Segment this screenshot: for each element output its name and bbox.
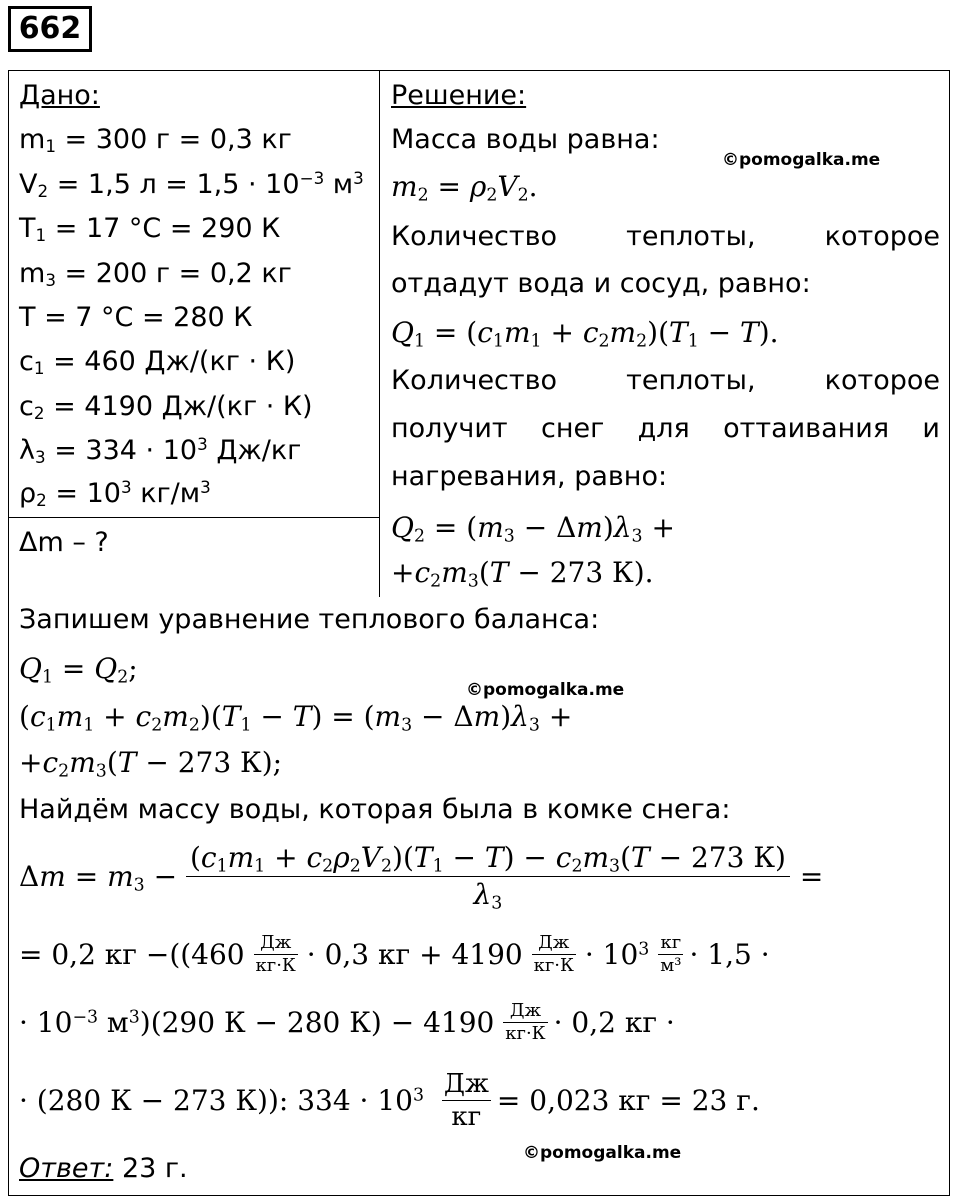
calc-3-result: = 0,023 кг = 23 г. (496, 1084, 760, 1117)
calc-2-part-b: · 0,2 кг · (553, 1006, 675, 1039)
formula-q2-line2: $+c_2m_3(T - 273$ К). (391, 556, 654, 592)
given-find-divider (8, 517, 379, 518)
given-m3: $m_3 = 200$ г = 0,2 кг (19, 258, 292, 291)
text-heat-given-1: Количество теплоты, которое (391, 221, 940, 252)
answer-value: 23 г. (121, 1153, 188, 1184)
solution-header: Решение: (391, 80, 527, 111)
delta-m-fraction (186, 840, 790, 913)
given-header: Дано: (19, 80, 100, 111)
watermark: ©pomogalka.me (466, 680, 625, 700)
unit-j-per-kg: $\frac{Дж}{кг}$ (443, 1069, 489, 1132)
delta-m-lhs: $\Delta m = m_3$ − (19, 860, 186, 896)
text-find-water: Найдём массу воды, которая была в комке снега: (19, 794, 731, 825)
given-t1: $T_1 = 17$ °C = 290 К (19, 213, 281, 246)
problem-number: 662 (8, 6, 92, 52)
watermark: ©pomogalka.me (722, 150, 881, 170)
text-heat-balance: Запишем уравнение теплового баланса: (19, 604, 600, 635)
unit-j-per-kg-k: $\frac{Дж}{кг\cdot К}$ (505, 1000, 546, 1044)
calc-2-part-a: · $10^{-3}$ $м^3)(290$ К − 280 К) − 4190 (19, 1006, 495, 1039)
calc-1-part-b: · 0,3 кг + 4190 (306, 938, 523, 971)
column-divider (379, 70, 380, 597)
answer-label: Ответ: (19, 1153, 114, 1184)
given-c1: $c_1 = 460$ Дж/(кг · К) (19, 346, 296, 379)
calc-line-2 (19, 1000, 675, 1045)
unit-kg-per-m3: $\frac{кг}{\text{м³}}$ (660, 932, 682, 976)
given-v2: $V_2 = 1,5$ $л = 1,5 \cdot 10^{-3}$ $м^3$ (19, 167, 364, 202)
formula-q2-line1: $Q_2 = (m_3 - \Delta m)\lambda_3$ + (391, 511, 675, 547)
given-m1: $m_1 = 300$ г = 0,3 кг (19, 124, 292, 157)
given-t: T = 7 °C = 280 К (19, 302, 253, 333)
text-water-mass: Масса воды равна: (391, 124, 660, 155)
calc-line-3 (19, 1068, 760, 1133)
unit-j-per-kg-k: $\frac{Дж}{кг\cdot К}$ (533, 932, 574, 976)
formula-m2: $m_2 = \rho_2V_2$. (391, 170, 538, 206)
delta-m-denominator: $\lambda_3$ (186, 876, 790, 913)
watermark: ©pomogalka.me (523, 1143, 682, 1163)
calc-line-1 (19, 932, 770, 977)
delta-m-equals: = (799, 860, 824, 893)
answer (19, 1153, 188, 1184)
given-c2: $c_2 = 4190$ Дж/(кг · К) (19, 391, 313, 424)
formula-delta-m (19, 840, 823, 913)
formula-balance-expanded-2: $+c_2m_3(T - 273$ К); (19, 746, 283, 782)
unit-j-per-kg-k: $\frac{Дж}{кг\cdot К}$ (255, 932, 296, 976)
formula-balance: $Q_1 = Q_2$; (19, 652, 138, 688)
text-heat-given-2: отдадут вода и сосуд, равно: (391, 268, 811, 299)
text-heat-received-2: получит снег для оттаивания и (391, 413, 940, 444)
given-rho2: $\rho_2 = 10^3$ $кг/м^3$ (19, 476, 211, 511)
calc-1-part-d: · 1,5 · (689, 938, 770, 971)
calc-1-part-c: · $10^3$ (575, 938, 650, 971)
text-heat-received-3: нагревания, равно: (391, 461, 668, 492)
formula-balance-expanded-1: $(c_1m_1 + c_2m_2)(T_1 - T) = (m_3 - \Delta m)\lambda_3$ + (19, 700, 573, 736)
calc-1-part-a: = 0,2 кг −((460 (19, 938, 245, 971)
delta-m-numerator: $(c_1m_1 + c_2\rho_2V_2)(T_1 - T) - c_2m_3(T - 273$ К) (189, 841, 786, 877)
formula-q1: $Q_1 = (c_1m_1 + c_2m_2)(T_1 - T)$. (391, 316, 779, 352)
calc-3-part-a: · (280 К − 273 К)): $334 \cdot 10^3$ (19, 1084, 425, 1117)
given-lambda3: $\lambda_3 = 334 \cdot 10^3$ Дж/кг (19, 433, 302, 468)
find-delta-m: Δm – ? (19, 527, 109, 558)
text-heat-received-1: Количество теплоты, которое (391, 365, 940, 396)
